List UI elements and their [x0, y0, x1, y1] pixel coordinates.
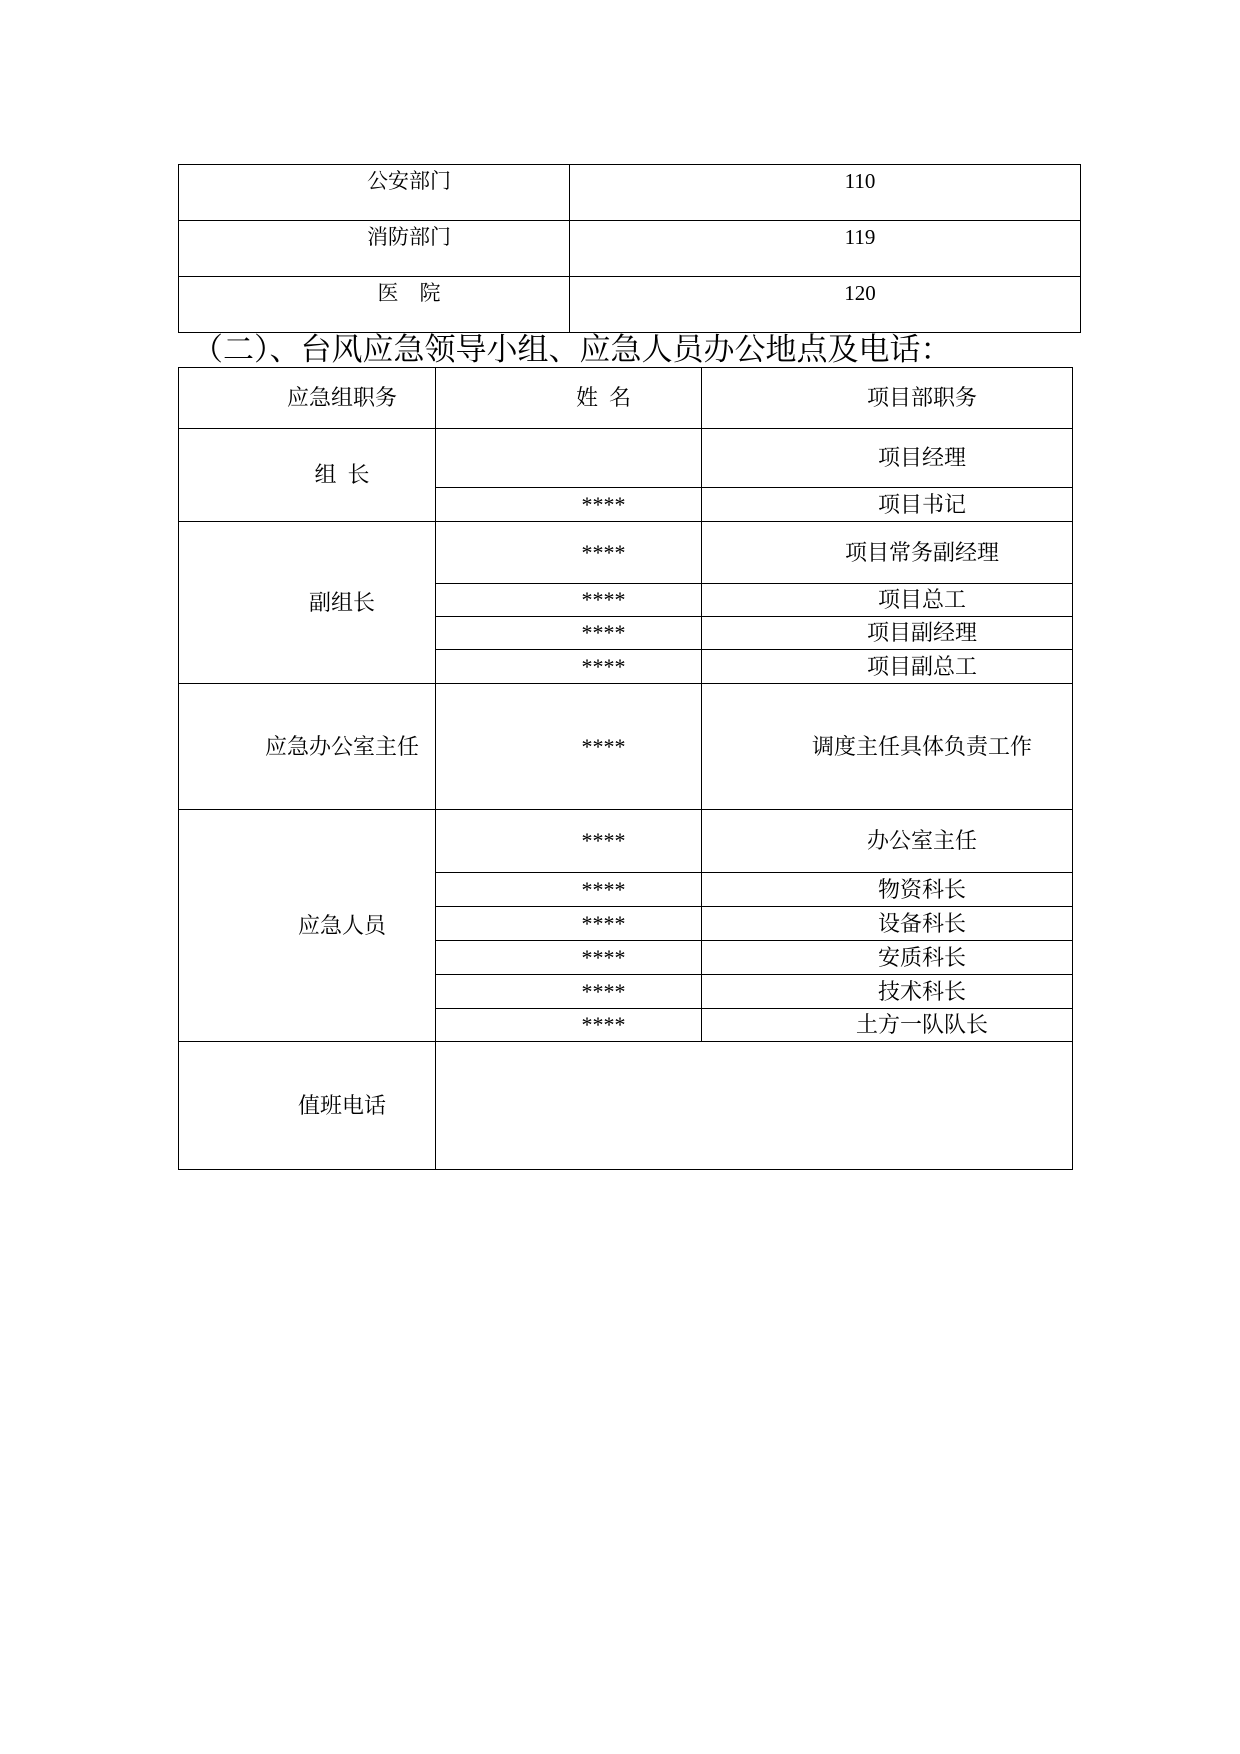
member-name-cell: ****	[436, 941, 702, 975]
duty-phone-value-cell	[436, 1042, 1073, 1170]
member-name-cell: ****	[436, 684, 702, 810]
member-name-cell: ****	[436, 1009, 702, 1042]
member-position-cell: 土方一队队长	[702, 1009, 1073, 1042]
phone-cell: 110	[570, 165, 1081, 221]
header-position-cell: 项目部职务	[702, 368, 1073, 429]
phone-cell: 120	[570, 277, 1081, 333]
member-name-cell: ****	[436, 907, 702, 941]
department-cell: 公安部门	[179, 165, 570, 221]
member-position-cell: 调度主任具体负责工作	[702, 684, 1073, 810]
group-role-cell: 组 长	[179, 429, 436, 522]
emergency-contacts-table	[178, 164, 1081, 333]
member-name-cell: ****	[436, 975, 702, 1009]
member-name-cell: ****	[436, 873, 702, 907]
member-position-cell: 项目副经理	[702, 617, 1073, 650]
table-row	[179, 810, 1073, 873]
member-position-cell: 项目常务副经理	[702, 522, 1073, 584]
contact-row	[179, 165, 1081, 221]
header-row	[179, 368, 1073, 429]
table-row	[179, 429, 1073, 488]
member-position-cell: 设备科长	[702, 907, 1073, 941]
member-name-cell	[436, 429, 702, 488]
member-position-cell: 项目总工	[702, 584, 1073, 617]
member-name-cell: ****	[436, 810, 702, 873]
member-name-cell: ****	[436, 584, 702, 617]
header-name-cell: 姓 名	[436, 368, 702, 429]
member-name-cell: ****	[436, 650, 702, 684]
member-name-cell: ****	[436, 488, 702, 522]
member-name-cell: ****	[436, 617, 702, 650]
department-cell: 消防部门	[179, 221, 570, 277]
phone-cell: 119	[570, 221, 1081, 277]
member-position-cell: 安质科长	[702, 941, 1073, 975]
member-position-cell: 项目经理	[702, 429, 1073, 488]
table-row	[179, 522, 1073, 584]
member-position-cell: 项目书记	[702, 488, 1073, 522]
group-role-cell: 应急办公室主任	[179, 684, 436, 810]
contact-row	[179, 221, 1081, 277]
member-position-cell: 技术科长	[702, 975, 1073, 1009]
header-role-cell: 应急组职务	[179, 368, 436, 429]
member-position-cell: 办公室主任	[702, 810, 1073, 873]
group-role-cell: 应急人员	[179, 810, 436, 1042]
duty-phone-row	[179, 1042, 1073, 1170]
table-row	[179, 684, 1073, 810]
section-heading: （二）、台风应急领导小组、应急人员办公地点及电话：	[192, 332, 952, 367]
department-cell: 医 院	[179, 277, 570, 333]
contact-row	[179, 277, 1081, 333]
member-position-cell: 项目副总工	[702, 650, 1073, 684]
duty-phone-label-cell: 值班电话	[179, 1042, 436, 1170]
member-position-cell: 物资科长	[702, 873, 1073, 907]
typhoon-emergency-team-table	[178, 367, 1073, 1170]
member-name-cell: ****	[436, 522, 702, 584]
group-role-cell: 副组长	[179, 522, 436, 684]
